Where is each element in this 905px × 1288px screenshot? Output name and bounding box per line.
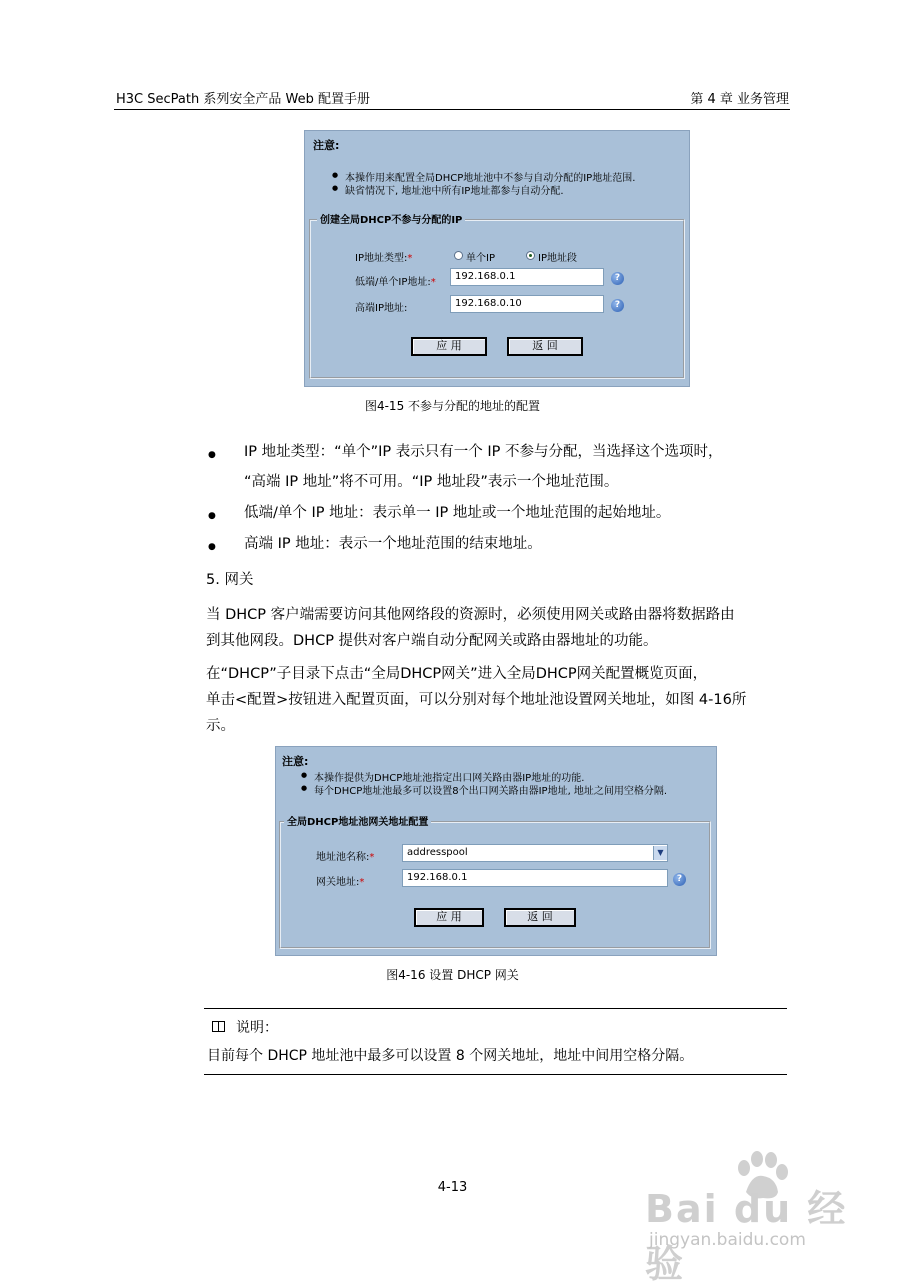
paragraph-line: 示。 xyxy=(206,718,235,734)
radio-single-label: 单个IP xyxy=(466,253,495,264)
baidu-watermark xyxy=(645,1150,865,1286)
high-ip-label: 高端IP地址: xyxy=(355,303,408,314)
note-item: ● 每个DHCP地址池最多可以设置8个出口网关路由器IP地址, 地址之间用空格分隔. xyxy=(314,782,667,797)
help-icon[interactable]: ? xyxy=(611,299,624,312)
radio-ip-range[interactable] xyxy=(526,251,535,260)
help-icon[interactable]: ? xyxy=(611,272,624,285)
figure-caption: 图4-15 不参与分配的地址的配置 xyxy=(364,399,541,413)
note-title: 注意: xyxy=(313,139,340,152)
bullet-dot: ● xyxy=(208,511,216,521)
back-button[interactable]: 返 回 xyxy=(507,337,583,356)
figure-4-15-screenshot xyxy=(304,130,690,387)
note-text: 目前每个 DHCP 地址池中最多可以设置 8 个网关地址，地址中间用空格分隔。 xyxy=(207,1048,694,1064)
radio-single-ip[interactable] xyxy=(454,251,463,260)
page-number: 4-13 xyxy=(437,1180,468,1195)
low-ip-input[interactable]: 192.168.0.1 xyxy=(450,268,604,286)
note-item: ● 本操作提供为DHCP地址池指定出口网关路由器IP地址的功能. xyxy=(314,769,584,784)
paragraph-line: 单击<配置>按钮进入配置页面，可以分别对每个地址池设置网关地址，如图 4-16所 xyxy=(206,692,747,708)
note-top-rule xyxy=(204,1008,787,1009)
radio-range-label: IP地址段 xyxy=(538,253,577,264)
fieldset-legend: 全局DHCP地址池网关地址配置 xyxy=(284,813,431,828)
figure-4-16-screenshot xyxy=(275,746,717,956)
chevron-down-icon[interactable]: ▼ xyxy=(653,846,667,860)
watermark-logo: Bai du 经验 xyxy=(645,1187,848,1286)
bullet-dot: ● xyxy=(208,450,216,460)
apply-button[interactable]: 应 用 xyxy=(411,337,487,356)
back-button[interactable]: 返 回 xyxy=(504,908,576,927)
pool-name-label: 地址池名称:* xyxy=(316,852,375,863)
section-title: 5. 网关 xyxy=(206,572,254,588)
low-ip-label: 低端/单个IP地址:* xyxy=(355,277,436,288)
gateway-label: 网关地址:* xyxy=(316,877,365,888)
high-ip-input[interactable]: 192.168.0.10 xyxy=(450,295,604,313)
bullet-text: 高端 IP 地址：表示一个地址范围的结束地址。 xyxy=(244,536,542,552)
pool-name-select[interactable] xyxy=(402,844,668,862)
paragraph-line: 到其他网段。DHCP 提供对客户端自动分配网关或路由器地址的功能。 xyxy=(206,633,658,649)
note-bottom-rule xyxy=(204,1074,787,1075)
fieldset-legend: 创建全局DHCP不参与分配的IP xyxy=(317,211,465,226)
note-title: 注意: xyxy=(282,755,309,768)
bullet-dot: ● xyxy=(208,542,216,552)
pool-name-value: addresspool xyxy=(407,847,468,858)
header-rule xyxy=(114,109,790,110)
ip-type-label: IP地址类型:* xyxy=(355,253,413,264)
bullet-text: 低端/单个 IP 地址：表示单一 IP 地址或一个地址范围的起始地址。 xyxy=(244,505,671,521)
bullet-text-continued: “高端 IP 地址”将不可用。“IP 地址段”表示一个地址范围。 xyxy=(244,474,619,490)
help-icon[interactable]: ? xyxy=(673,873,686,886)
gateway-input[interactable]: 192.168.0.1 xyxy=(402,869,668,887)
watermark-url: jingyan.baidu.com xyxy=(649,1230,806,1250)
note-item: ● 本操作用来配置全局DHCP地址池中不参与自动分配的IP地址范围. xyxy=(345,169,635,184)
paragraph-line: 当 DHCP 客户端需要访问其他网络段的资源时，必须使用网关或路由器将数据路由 xyxy=(206,607,735,623)
paragraph-line: 在“DHCP”子目录下点击“全局DHCP网关”进入全局DHCP网关配置概览页面， xyxy=(206,666,708,682)
header-left: H3C SecPath 系列安全产品 Web 配置手册 xyxy=(116,92,370,107)
header-right: 第 4 章 业务管理 xyxy=(690,92,789,107)
note-title: 说明： xyxy=(236,1020,278,1036)
apply-button[interactable]: 应 用 xyxy=(414,908,484,927)
book-icon xyxy=(212,1021,225,1032)
figure-caption: 图4-16 设置 DHCP 网关 xyxy=(386,968,519,982)
note-item: ● 缺省情况下, 地址池中所有IP地址都参与自动分配. xyxy=(345,182,564,197)
bullet-text: IP 地址类型：“单个”IP 表示只有一个 IP 不参与分配，当选择这个选项时， xyxy=(244,444,723,460)
